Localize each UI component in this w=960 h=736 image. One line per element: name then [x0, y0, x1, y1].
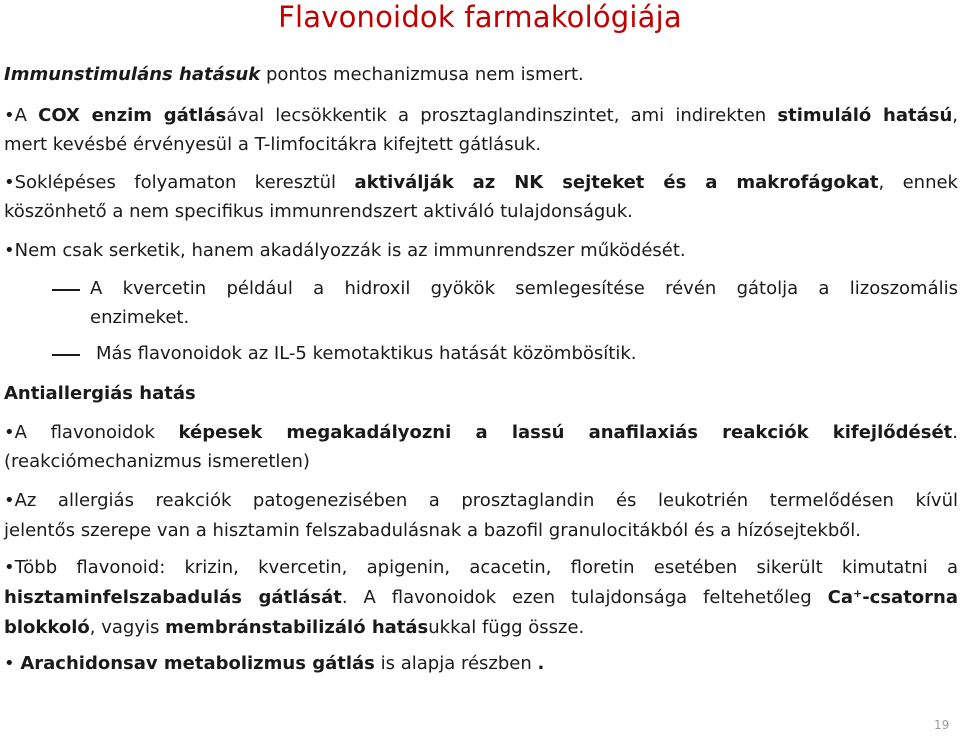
bullet-cox-line2: mert kevésbé érvényesül a T-limfocitákra kifejtett gátlásuk. — [4, 134, 542, 155]
bullet-nk-line1: •Soklépéses folyamaton keresztül aktiválják az NK sejteket és a makrofágokat, ennek — [4, 172, 958, 193]
dash-1 — [52, 289, 80, 291]
bullet-cox-line1: •A COX enzim gátlásával lecsökkentik a prosztaglandinszintet, ami indirekten stimuláló hatású, — [4, 105, 958, 126]
bullet-flavonoids-line1: •Több flavonoid: krizin, kvercetin, apigenin, acacetin, floretin esetében sikerült kimutatni a — [4, 557, 958, 578]
bullet-anaphylaxis-line1: •A flavonoidok képesek megakadályozni a lassú anafilaxiás reakciók kifejlődését. — [4, 422, 958, 443]
dash-2 — [52, 354, 80, 356]
bullet-flavonoids-line2: hisztaminfelszabadulás gátlását. A flavonoidok ezen tulajdonsága feltehetőleg Ca+-csatorna — [4, 587, 959, 608]
antiallergic-heading: Antiallergiás hatás — [4, 383, 196, 404]
sub-il5: Más flavonoidok az IL-5 kemotaktikus hatását közömbösítik. — [96, 343, 637, 364]
bullet-nk-line2: köszönhető a nem specifikus immunrendszert aktiváló tulajdonságuk. — [4, 201, 633, 222]
intro-rest: pontos mechanizmusa nem ismert. — [260, 64, 584, 85]
bullet-arachidonic: • Arachidonsav metabolizmus gátlás is alapja részben . — [4, 653, 545, 674]
bullet-immune-inhibit: •Nem csak serketik, hanem akadályozzák is az immunrendszer működését. — [4, 240, 686, 261]
sub-kvercetin-line2: enzimeket. — [90, 307, 190, 328]
bullet-anaphylaxis-line2: (reakciómechanizmus ismeretlen) — [4, 451, 310, 472]
bullet-histamine-line1: •Az allergiás reakciók patogenezisében a prosztaglandin és leukotrién termelődésen kívül — [4, 490, 958, 511]
bullet-flavonoids-line3: blokkoló, vagyis membránstabilizáló hatásukkal függ össze. — [4, 617, 585, 638]
bullet-histamine-line2: jelentős szerepe van a hisztamin felszabadulásnak a bazofil granulocitákból és a hízósejtekből. — [4, 520, 861, 541]
page-number: 19 — [934, 718, 950, 732]
intro-line — [4, 60, 584, 90]
page-title: Flavonoidok farmakológiája — [278, 0, 682, 34]
sub-kvercetin-line1: A kvercetin például a hidroxil gyökök semlegesítése révén gátolja a lizoszomális — [90, 278, 958, 299]
immunstimulans-heading: Immunstimuláns hatásuk — [4, 64, 261, 85]
